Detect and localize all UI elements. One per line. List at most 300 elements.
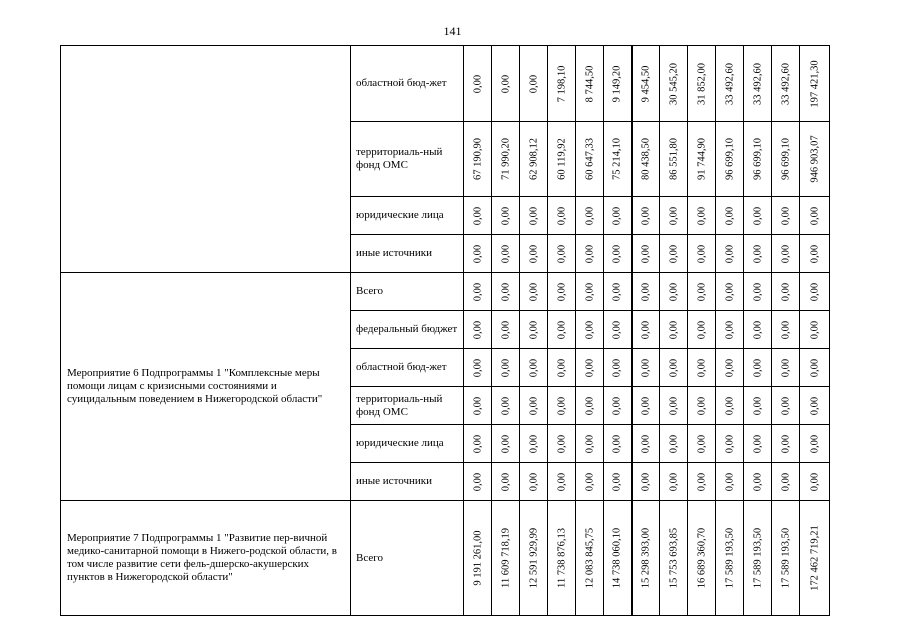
- value-text: 0,00: [472, 206, 483, 225]
- value-text: 60 647,33: [584, 138, 595, 180]
- value-cell: [716, 463, 744, 501]
- value-cell: [716, 273, 744, 311]
- value-text: 30 545,20: [668, 62, 679, 105]
- value-text: 0,00: [668, 358, 679, 377]
- value-cell: [492, 197, 520, 235]
- value-text: 0,00: [780, 434, 791, 453]
- value-cell: [576, 463, 604, 501]
- value-cell: [660, 425, 688, 463]
- value-cell: [716, 349, 744, 387]
- value-cell: [744, 425, 772, 463]
- value-cell: [800, 235, 830, 273]
- value-text: 0,00: [696, 396, 707, 415]
- value-text: 0,00: [640, 358, 652, 377]
- value-text: 0,00: [640, 434, 652, 453]
- value-text: 0,00: [611, 396, 623, 415]
- value-cell: [576, 387, 604, 425]
- value-text: 0,00: [640, 244, 652, 263]
- value-text: 0,00: [500, 282, 511, 301]
- value-text: 0,00: [780, 282, 791, 301]
- value-text: 0,00: [696, 472, 707, 491]
- value-text: 0,00: [500, 74, 511, 93]
- value-text: 0,00: [528, 244, 539, 263]
- value-cell: [520, 235, 548, 273]
- value-cell: [492, 273, 520, 311]
- value-text: 0,00: [528, 472, 539, 491]
- value-cell: [632, 501, 660, 616]
- value-cell: [520, 273, 548, 311]
- value-text: 91 744,90: [696, 138, 707, 180]
- value-cell: [716, 197, 744, 235]
- table-row: [61, 46, 830, 122]
- value-text: 8 744,50: [584, 65, 595, 102]
- funding-source: Всего: [351, 273, 464, 311]
- value-cell: [660, 387, 688, 425]
- value-cell: [772, 387, 800, 425]
- value-text: 15 753 693,85: [668, 527, 679, 589]
- value-text: 0,00: [780, 358, 791, 377]
- value-text: 0,00: [752, 396, 763, 415]
- value-text: 33 492,60: [752, 62, 763, 105]
- value-cell: [688, 273, 716, 311]
- value-cell: [800, 273, 830, 311]
- value-text: 96 699,10: [724, 138, 735, 180]
- value-text: 96 699,10: [780, 138, 791, 180]
- value-text: 0,00: [668, 244, 679, 263]
- value-text: 0,00: [668, 472, 679, 491]
- value-text: 33 492,60: [724, 62, 735, 105]
- value-text: 0,00: [500, 358, 511, 377]
- value-cell: [604, 46, 632, 122]
- value-text: 0,00: [696, 206, 707, 225]
- value-cell: [548, 463, 576, 501]
- value-cell: [800, 387, 830, 425]
- value-cell: [604, 197, 632, 235]
- value-text: 0,00: [724, 396, 735, 415]
- value-text: 0,00: [472, 282, 483, 301]
- value-text: 0,00: [584, 320, 595, 339]
- value-cell: [576, 349, 604, 387]
- value-cell: [688, 425, 716, 463]
- value-cell: [800, 197, 830, 235]
- value-cell: [688, 311, 716, 349]
- value-text: 0,00: [780, 472, 791, 491]
- value-cell: [744, 311, 772, 349]
- value-text: 0,00: [752, 244, 763, 263]
- value-text: 15 298 393,00: [640, 527, 652, 589]
- value-text: 0,00: [809, 472, 820, 491]
- value-cell: [632, 46, 660, 122]
- value-text: 0,00: [809, 358, 820, 377]
- value-text: 9 149,20: [611, 65, 623, 102]
- value-text: 0,00: [640, 282, 652, 301]
- value-text: 0,00: [500, 244, 511, 263]
- value-cell: [548, 425, 576, 463]
- value-text: 0,00: [640, 206, 652, 225]
- funding-source: иные источники: [351, 235, 464, 273]
- value-text: 96 699,10: [752, 138, 763, 180]
- value-cell: [632, 235, 660, 273]
- table-row: [61, 273, 830, 311]
- value-text: 11 738 876,13: [556, 528, 567, 588]
- value-text: 0,00: [556, 320, 567, 339]
- value-cell: [772, 197, 800, 235]
- value-text: 0,00: [696, 434, 707, 453]
- value-cell: [688, 235, 716, 273]
- value-text: 0,00: [724, 282, 735, 301]
- value-cell: [632, 463, 660, 501]
- value-text: 0,00: [780, 320, 791, 339]
- value-text: 0,00: [668, 396, 679, 415]
- value-cell: [772, 46, 800, 122]
- value-cell: [492, 235, 520, 273]
- value-text: 0,00: [528, 74, 539, 93]
- value-cell: [464, 235, 492, 273]
- value-cell: [520, 122, 548, 197]
- value-cell: [548, 273, 576, 311]
- value-text: 0,00: [724, 358, 735, 377]
- value-cell: [520, 46, 548, 122]
- value-cell: [576, 311, 604, 349]
- value-text: 0,00: [809, 320, 820, 339]
- value-cell: [688, 501, 716, 616]
- value-text: 17 589 193,50: [780, 527, 791, 589]
- value-text: 0,00: [724, 244, 735, 263]
- value-cell: [464, 463, 492, 501]
- value-text: 0,00: [724, 472, 735, 491]
- value-cell: [604, 501, 632, 616]
- value-cell: [604, 463, 632, 501]
- value-cell: [716, 235, 744, 273]
- value-text: 14 738 060,10: [611, 527, 623, 589]
- value-cell: [464, 122, 492, 197]
- value-text: 0,00: [472, 358, 483, 377]
- activity-title: [61, 46, 351, 273]
- value-text: 0,00: [472, 320, 483, 339]
- value-cell: [660, 273, 688, 311]
- value-cell: [688, 463, 716, 501]
- value-text: 0,00: [556, 434, 567, 453]
- value-text: 0,00: [528, 282, 539, 301]
- page-number: 141: [443, 24, 462, 38]
- value-cell: [520, 387, 548, 425]
- value-text: 12 083 845,75: [584, 527, 595, 589]
- value-cell: [520, 311, 548, 349]
- value-cell: [632, 387, 660, 425]
- value-cell: [520, 349, 548, 387]
- value-text: 75 214,10: [611, 138, 623, 180]
- value-cell: [744, 235, 772, 273]
- value-text: 0,00: [752, 358, 763, 377]
- funding-source: областной бюд-жет: [351, 349, 464, 387]
- value-cell: [492, 122, 520, 197]
- value-cell: [464, 273, 492, 311]
- value-text: 0,00: [556, 244, 567, 263]
- value-cell: [660, 122, 688, 197]
- value-cell: [744, 501, 772, 616]
- value-text: 0,00: [696, 320, 707, 339]
- value-text: 0,00: [472, 472, 483, 491]
- value-cell: [688, 387, 716, 425]
- value-cell: [548, 46, 576, 122]
- value-cell: [660, 501, 688, 616]
- value-text: 0,00: [752, 472, 763, 491]
- value-cell: [772, 463, 800, 501]
- value-text: 0,00: [809, 434, 820, 453]
- value-cell: [660, 311, 688, 349]
- value-text: 0,00: [472, 396, 483, 415]
- value-text: 11 609 718,19: [500, 528, 511, 588]
- value-cell: [576, 122, 604, 197]
- value-text: 0,00: [640, 320, 652, 339]
- value-text: 0,00: [809, 396, 820, 415]
- value-cell: [800, 463, 830, 501]
- value-text: 0,00: [584, 244, 595, 263]
- value-text: 0,00: [528, 320, 539, 339]
- value-cell: [548, 349, 576, 387]
- value-cell: [632, 425, 660, 463]
- value-cell: [604, 235, 632, 273]
- value-text: 0,00: [668, 206, 679, 225]
- value-cell: [632, 311, 660, 349]
- value-cell: [492, 463, 520, 501]
- value-text: 0,00: [611, 358, 623, 377]
- table-row: [61, 501, 830, 616]
- value-text: 0,00: [556, 282, 567, 301]
- value-cell: [744, 122, 772, 197]
- value-text: 0,00: [809, 206, 820, 225]
- value-text: 0,00: [528, 206, 539, 225]
- value-text: 0,00: [611, 320, 623, 339]
- value-cell: [576, 501, 604, 616]
- value-cell: [660, 349, 688, 387]
- value-text: 0,00: [584, 358, 595, 377]
- funding-source: иные источники: [351, 463, 464, 501]
- value-cell: [548, 387, 576, 425]
- value-text: 0,00: [472, 434, 483, 453]
- value-cell: [772, 425, 800, 463]
- value-cell: [660, 197, 688, 235]
- value-cell: [772, 311, 800, 349]
- value-text: 0,00: [752, 206, 763, 225]
- value-cell: [660, 463, 688, 501]
- value-cell: [744, 197, 772, 235]
- value-cell: [772, 235, 800, 273]
- value-cell: [632, 349, 660, 387]
- value-cell: [464, 311, 492, 349]
- value-cell: [800, 501, 830, 616]
- value-cell: [744, 273, 772, 311]
- value-cell: [492, 387, 520, 425]
- value-cell: [744, 387, 772, 425]
- value-text: 62 908,12: [528, 138, 539, 180]
- value-cell: [464, 387, 492, 425]
- value-text: 0,00: [528, 358, 539, 377]
- value-cell: [716, 122, 744, 197]
- value-text: 0,00: [696, 282, 707, 301]
- value-cell: [464, 425, 492, 463]
- value-text: 946 903,07: [809, 135, 820, 183]
- value-text: 0,00: [611, 282, 623, 301]
- value-cell: [604, 311, 632, 349]
- value-cell: [520, 463, 548, 501]
- value-cell: [576, 273, 604, 311]
- value-text: 0,00: [668, 320, 679, 339]
- value-cell: [604, 273, 632, 311]
- value-text: 71 990,20: [500, 138, 511, 180]
- value-text: 0,00: [556, 472, 567, 491]
- value-text: 172 462 719,21: [809, 525, 820, 591]
- value-cell: [772, 122, 800, 197]
- value-text: 12 591 929,99: [528, 527, 539, 589]
- value-cell: [800, 425, 830, 463]
- value-cell: [716, 46, 744, 122]
- value-cell: [716, 387, 744, 425]
- funding-source: территориаль-ный фонд ОМС: [351, 387, 464, 425]
- value-cell: [492, 46, 520, 122]
- value-cell: [772, 501, 800, 616]
- value-text: 0,00: [752, 434, 763, 453]
- value-text: 0,00: [584, 206, 595, 225]
- value-cell: [604, 387, 632, 425]
- value-cell: [744, 46, 772, 122]
- value-cell: [576, 46, 604, 122]
- value-cell: [576, 425, 604, 463]
- value-text: 0,00: [611, 472, 623, 491]
- value-cell: [688, 197, 716, 235]
- value-text: 33 492,60: [780, 62, 791, 105]
- value-cell: [800, 349, 830, 387]
- value-cell: [688, 122, 716, 197]
- value-text: 0,00: [611, 434, 623, 453]
- value-text: 0,00: [724, 320, 735, 339]
- value-text: 86 551,80: [668, 138, 679, 180]
- value-text: 0,00: [640, 472, 652, 491]
- value-cell: [772, 349, 800, 387]
- value-text: 9 454,50: [640, 65, 652, 102]
- value-cell: [464, 197, 492, 235]
- value-text: 17 589 193,50: [724, 527, 735, 589]
- value-cell: [576, 235, 604, 273]
- value-cell: [576, 197, 604, 235]
- value-cell: [548, 197, 576, 235]
- value-text: 0,00: [556, 396, 567, 415]
- value-text: 80 438,50: [640, 138, 652, 180]
- value-cell: [716, 501, 744, 616]
- value-text: 0,00: [611, 206, 623, 225]
- value-text: 9 191 261,00: [472, 530, 483, 586]
- value-text: 0,00: [556, 358, 567, 377]
- value-cell: [520, 501, 548, 616]
- value-cell: [548, 235, 576, 273]
- value-cell: [492, 349, 520, 387]
- value-text: 0,00: [500, 396, 511, 415]
- value-text: 17 589 193,50: [752, 527, 763, 589]
- value-cell: [632, 273, 660, 311]
- value-text: 67 190,90: [472, 138, 483, 180]
- value-text: 0,00: [500, 206, 511, 225]
- budget-table: [60, 45, 830, 616]
- value-text: 0,00: [752, 282, 763, 301]
- value-text: 0,00: [724, 434, 735, 453]
- value-cell: [744, 463, 772, 501]
- value-text: 0,00: [696, 358, 707, 377]
- value-cell: [800, 122, 830, 197]
- value-text: 0,00: [611, 244, 623, 263]
- funding-source: федеральный бюджет: [351, 311, 464, 349]
- value-text: 0,00: [500, 472, 511, 491]
- value-cell: [716, 425, 744, 463]
- value-cell: [800, 311, 830, 349]
- value-text: 0,00: [584, 434, 595, 453]
- value-text: 0,00: [528, 434, 539, 453]
- value-cell: [800, 46, 830, 122]
- value-text: 0,00: [752, 320, 763, 339]
- funding-source: Всего: [351, 501, 464, 616]
- value-cell: [492, 501, 520, 616]
- value-text: 60 119,92: [556, 138, 567, 180]
- value-cell: [632, 197, 660, 235]
- value-text: 0,00: [668, 282, 679, 301]
- value-text: 0,00: [780, 244, 791, 263]
- value-text: 0,00: [640, 396, 652, 415]
- value-text: 16 689 360,70: [696, 527, 707, 589]
- value-text: 0,00: [584, 396, 595, 415]
- value-cell: [688, 349, 716, 387]
- value-cell: [604, 425, 632, 463]
- value-cell: [660, 46, 688, 122]
- value-cell: [492, 311, 520, 349]
- value-cell: [716, 311, 744, 349]
- value-cell: [520, 425, 548, 463]
- value-text: 7 198,10: [556, 65, 567, 102]
- value-text: 0,00: [584, 472, 595, 491]
- funding-source: юридические лица: [351, 197, 464, 235]
- value-text: 0,00: [780, 396, 791, 415]
- value-text: 0,00: [528, 396, 539, 415]
- value-text: 0,00: [556, 206, 567, 225]
- value-text: 0,00: [668, 434, 679, 453]
- value-cell: [492, 425, 520, 463]
- value-text: 0,00: [780, 206, 791, 225]
- activity-title: Мероприятие 7 Подпрограммы 1 "Развитие пер-вичной медико-санитарной помощи в Нижего-родской области, в том числе развитие сети фель-дшерско-акушерских пунктов в Нижегородской области": [61, 501, 351, 616]
- value-text: 0,00: [500, 434, 511, 453]
- value-text: 0,00: [809, 282, 820, 301]
- value-cell: [604, 122, 632, 197]
- value-cell: [632, 122, 660, 197]
- funding-source: юридические лица: [351, 425, 464, 463]
- value-cell: [464, 501, 492, 616]
- funding-source: территориаль-ный фонд ОМС: [351, 122, 464, 197]
- value-cell: [464, 46, 492, 122]
- value-cell: [660, 235, 688, 273]
- value-text: 31 852,00: [696, 62, 707, 105]
- funding-source: областной бюд-жет: [351, 46, 464, 122]
- value-cell: [744, 349, 772, 387]
- value-cell: [604, 349, 632, 387]
- value-text: 197 421,30: [809, 59, 820, 108]
- activity-title: Мероприятие 6 Подпрограммы 1 "Комплексные меры помощи лицам с кризисными состояниями и суицидальным поведением в Нижегородской области": [61, 273, 351, 501]
- value-text: 0,00: [472, 244, 483, 263]
- value-text: 0,00: [584, 282, 595, 301]
- value-text: 0,00: [500, 320, 511, 339]
- value-cell: [688, 46, 716, 122]
- value-cell: [548, 122, 576, 197]
- value-cell: [772, 273, 800, 311]
- value-cell: [548, 311, 576, 349]
- value-cell: [464, 349, 492, 387]
- value-cell: [520, 197, 548, 235]
